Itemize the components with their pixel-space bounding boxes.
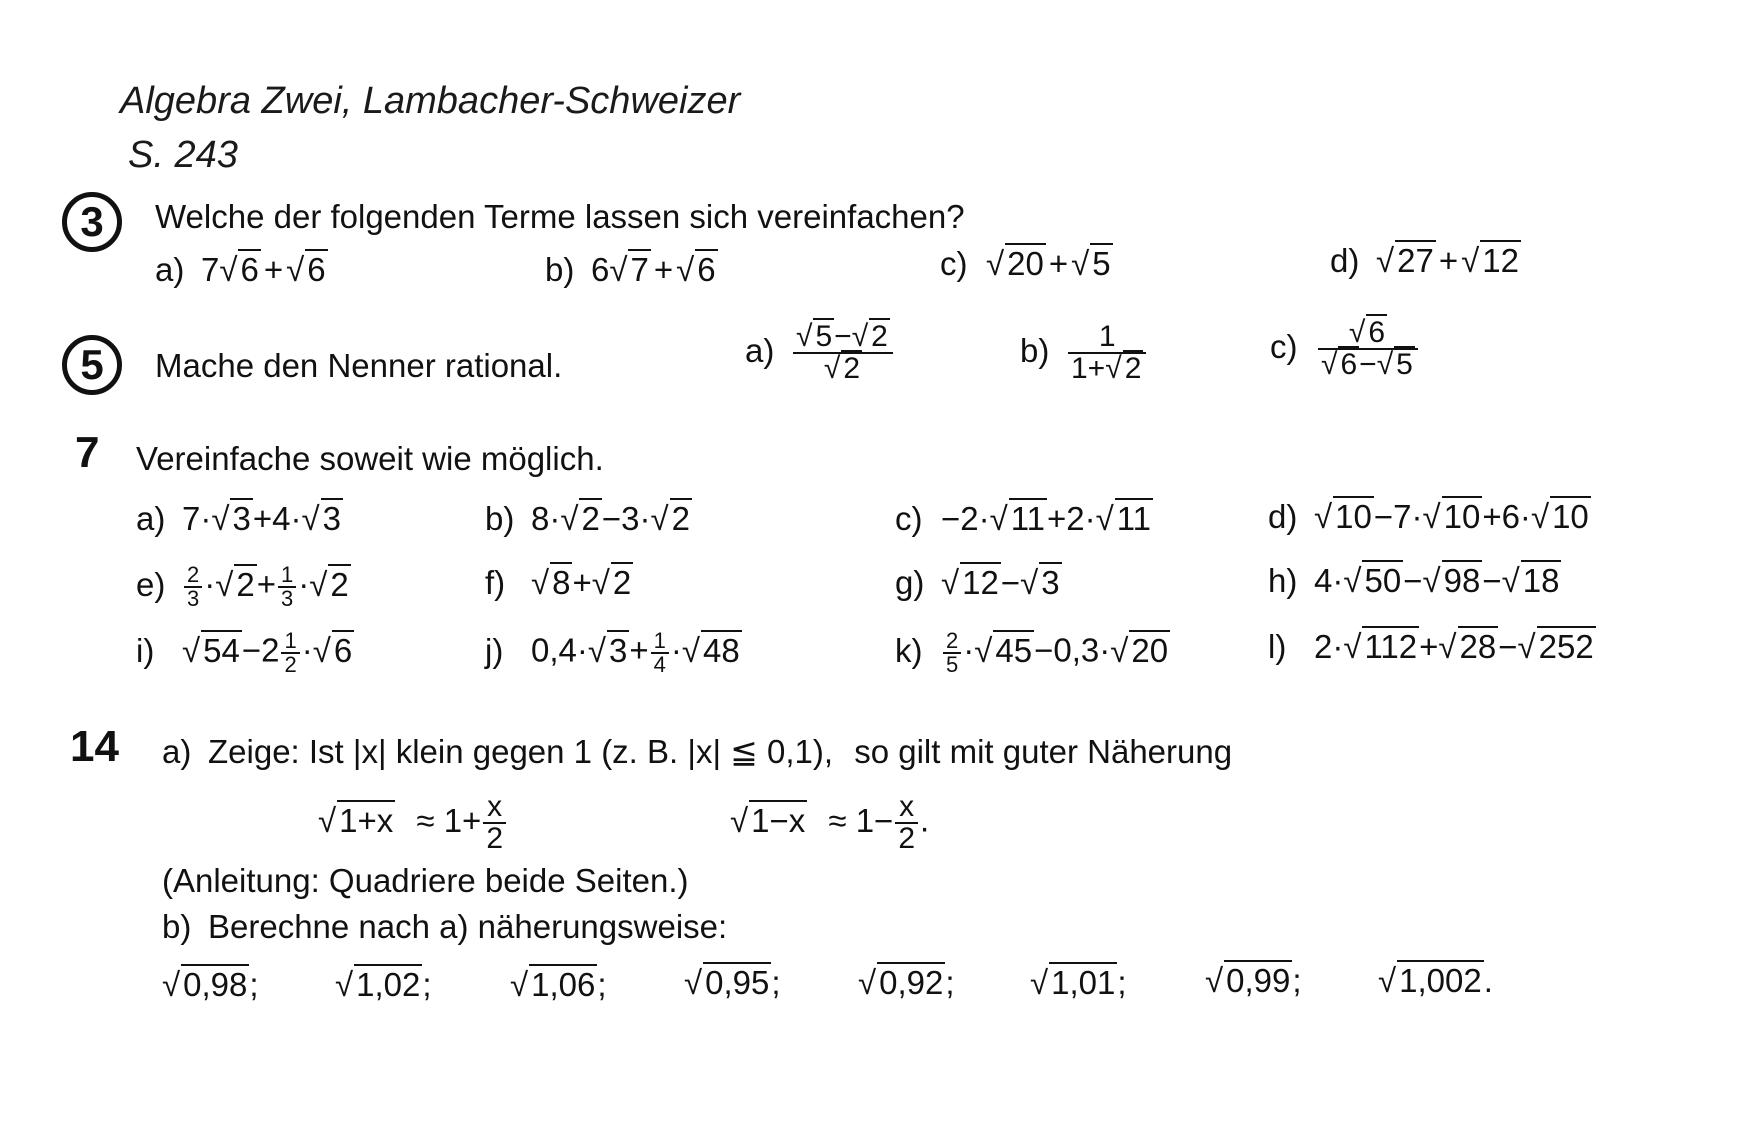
exercise-5-item-a: a) √ 5−√ 2 √ 2 (745, 322, 895, 384)
exercise-7-number: 7 (75, 428, 100, 477)
exercise-14-a-text: a) Zeige: Ist |x| klein gegen 1 (z. B. |x| ≦ 0,1), so gilt mit guter Näherung (162, 733, 1233, 770)
exercise-14-formula-1: √ 1+x ≈ 1+ $\frac{x}{2}$ (318, 792, 508, 854)
exercise-14-value-1: √ 0,98; (162, 966, 259, 1004)
exercise-7-item-c: c) −2·√ 11+2·√ 11 (895, 500, 1153, 538)
exercise-7-item-l: l) 2·√ 112+√ 28−√ 252 (1268, 628, 1596, 666)
exercise-14-value-2: √ 1,02; (335, 966, 432, 1004)
exercise-3-item-d: d)√ 27 +√ 12 (1330, 242, 1521, 280)
exercise-7-item-i: i)√ 54−2 $\frac{1}{2}$ ·√ 6 (136, 630, 354, 676)
exercise-14-number: 14 (70, 722, 119, 771)
exercise-14-formula-2: √ 1−x ≈ 1− $\frac{x}{2}$ . (730, 792, 929, 854)
exercise-7-item-d: d)√ 10−7·√ 10+6·√ 10 (1268, 498, 1591, 536)
source-page: S. 243 (128, 134, 238, 176)
exercise-5-number: 5 (62, 335, 122, 395)
exercise-14-b-text: b) Berechne nach a) näherungsweise: (162, 908, 728, 945)
exercise-7-item-k: k) $\frac{2}{5}$ ·√ 45−0,3·√ 20 (895, 630, 1170, 676)
exercise-3-item-b: b) 6√ 7 +√ 6 (545, 251, 718, 289)
source-title: Algebra Zwei, Lambacher-Schweizer (120, 80, 741, 122)
exercise-3-item-a: a) 7√ 6 +√ 6 (155, 251, 328, 289)
exercise-7-item-j: j) 0,4·√ 3+ $\frac{1}{4}$ ·√ 48 (485, 630, 742, 676)
exercise-14-value-5: √ 0,92; (858, 964, 955, 1002)
exercise-7-item-f: f)√ 8+√ 2 (485, 564, 633, 602)
exercise-3-title: Welche der folgenden Terme lassen sich vereinfachen? (155, 198, 965, 235)
exercise-3-number: 3 (62, 192, 122, 252)
exercise-7-item-b: b) 8·√ 2−3·√ 2 (485, 500, 692, 538)
exercise-5-title: Mache den Nenner rational. (155, 347, 563, 384)
exercise-7-title: Vereinfache soweit wie möglich. (136, 440, 604, 477)
exercise-14-value-4: √ 0,95; (684, 964, 781, 1002)
exercise-5-item-b: b) $\frac{1}{1+√ 2}$ (1020, 322, 1148, 384)
exercise-14-value-3: √ 1,06; (510, 966, 607, 1004)
exercise-14-value-6: √ 1,01; (1030, 964, 1127, 1002)
exercise-3-item-c: c)√ 20 +√ 5 (940, 245, 1113, 283)
exercise-5-item-c: c) √ 6 √ 6−√ 5 (1270, 318, 1420, 380)
exercise-7-item-g: g)√ 12−√ 3 (895, 564, 1062, 602)
exercise-7-item-h: h) 4·√ 50−√ 98−√ 18 (1268, 562, 1561, 600)
exercise-14-value-8: √ 1,002. (1378, 962, 1493, 1000)
exercise-7-item-e: e) $\frac{2}{3}$ ·√ 2+ $\frac{1}{3}$ ·√ 2 (136, 564, 351, 610)
exercise-14-value-7: √ 0,99; (1205, 962, 1302, 1000)
exercise-14-hint: (Anleitung: Quadriere beide Seiten.) (162, 862, 689, 899)
exercise-7-item-a: a) 7·√ 3+4·√ 3 (136, 500, 343, 538)
